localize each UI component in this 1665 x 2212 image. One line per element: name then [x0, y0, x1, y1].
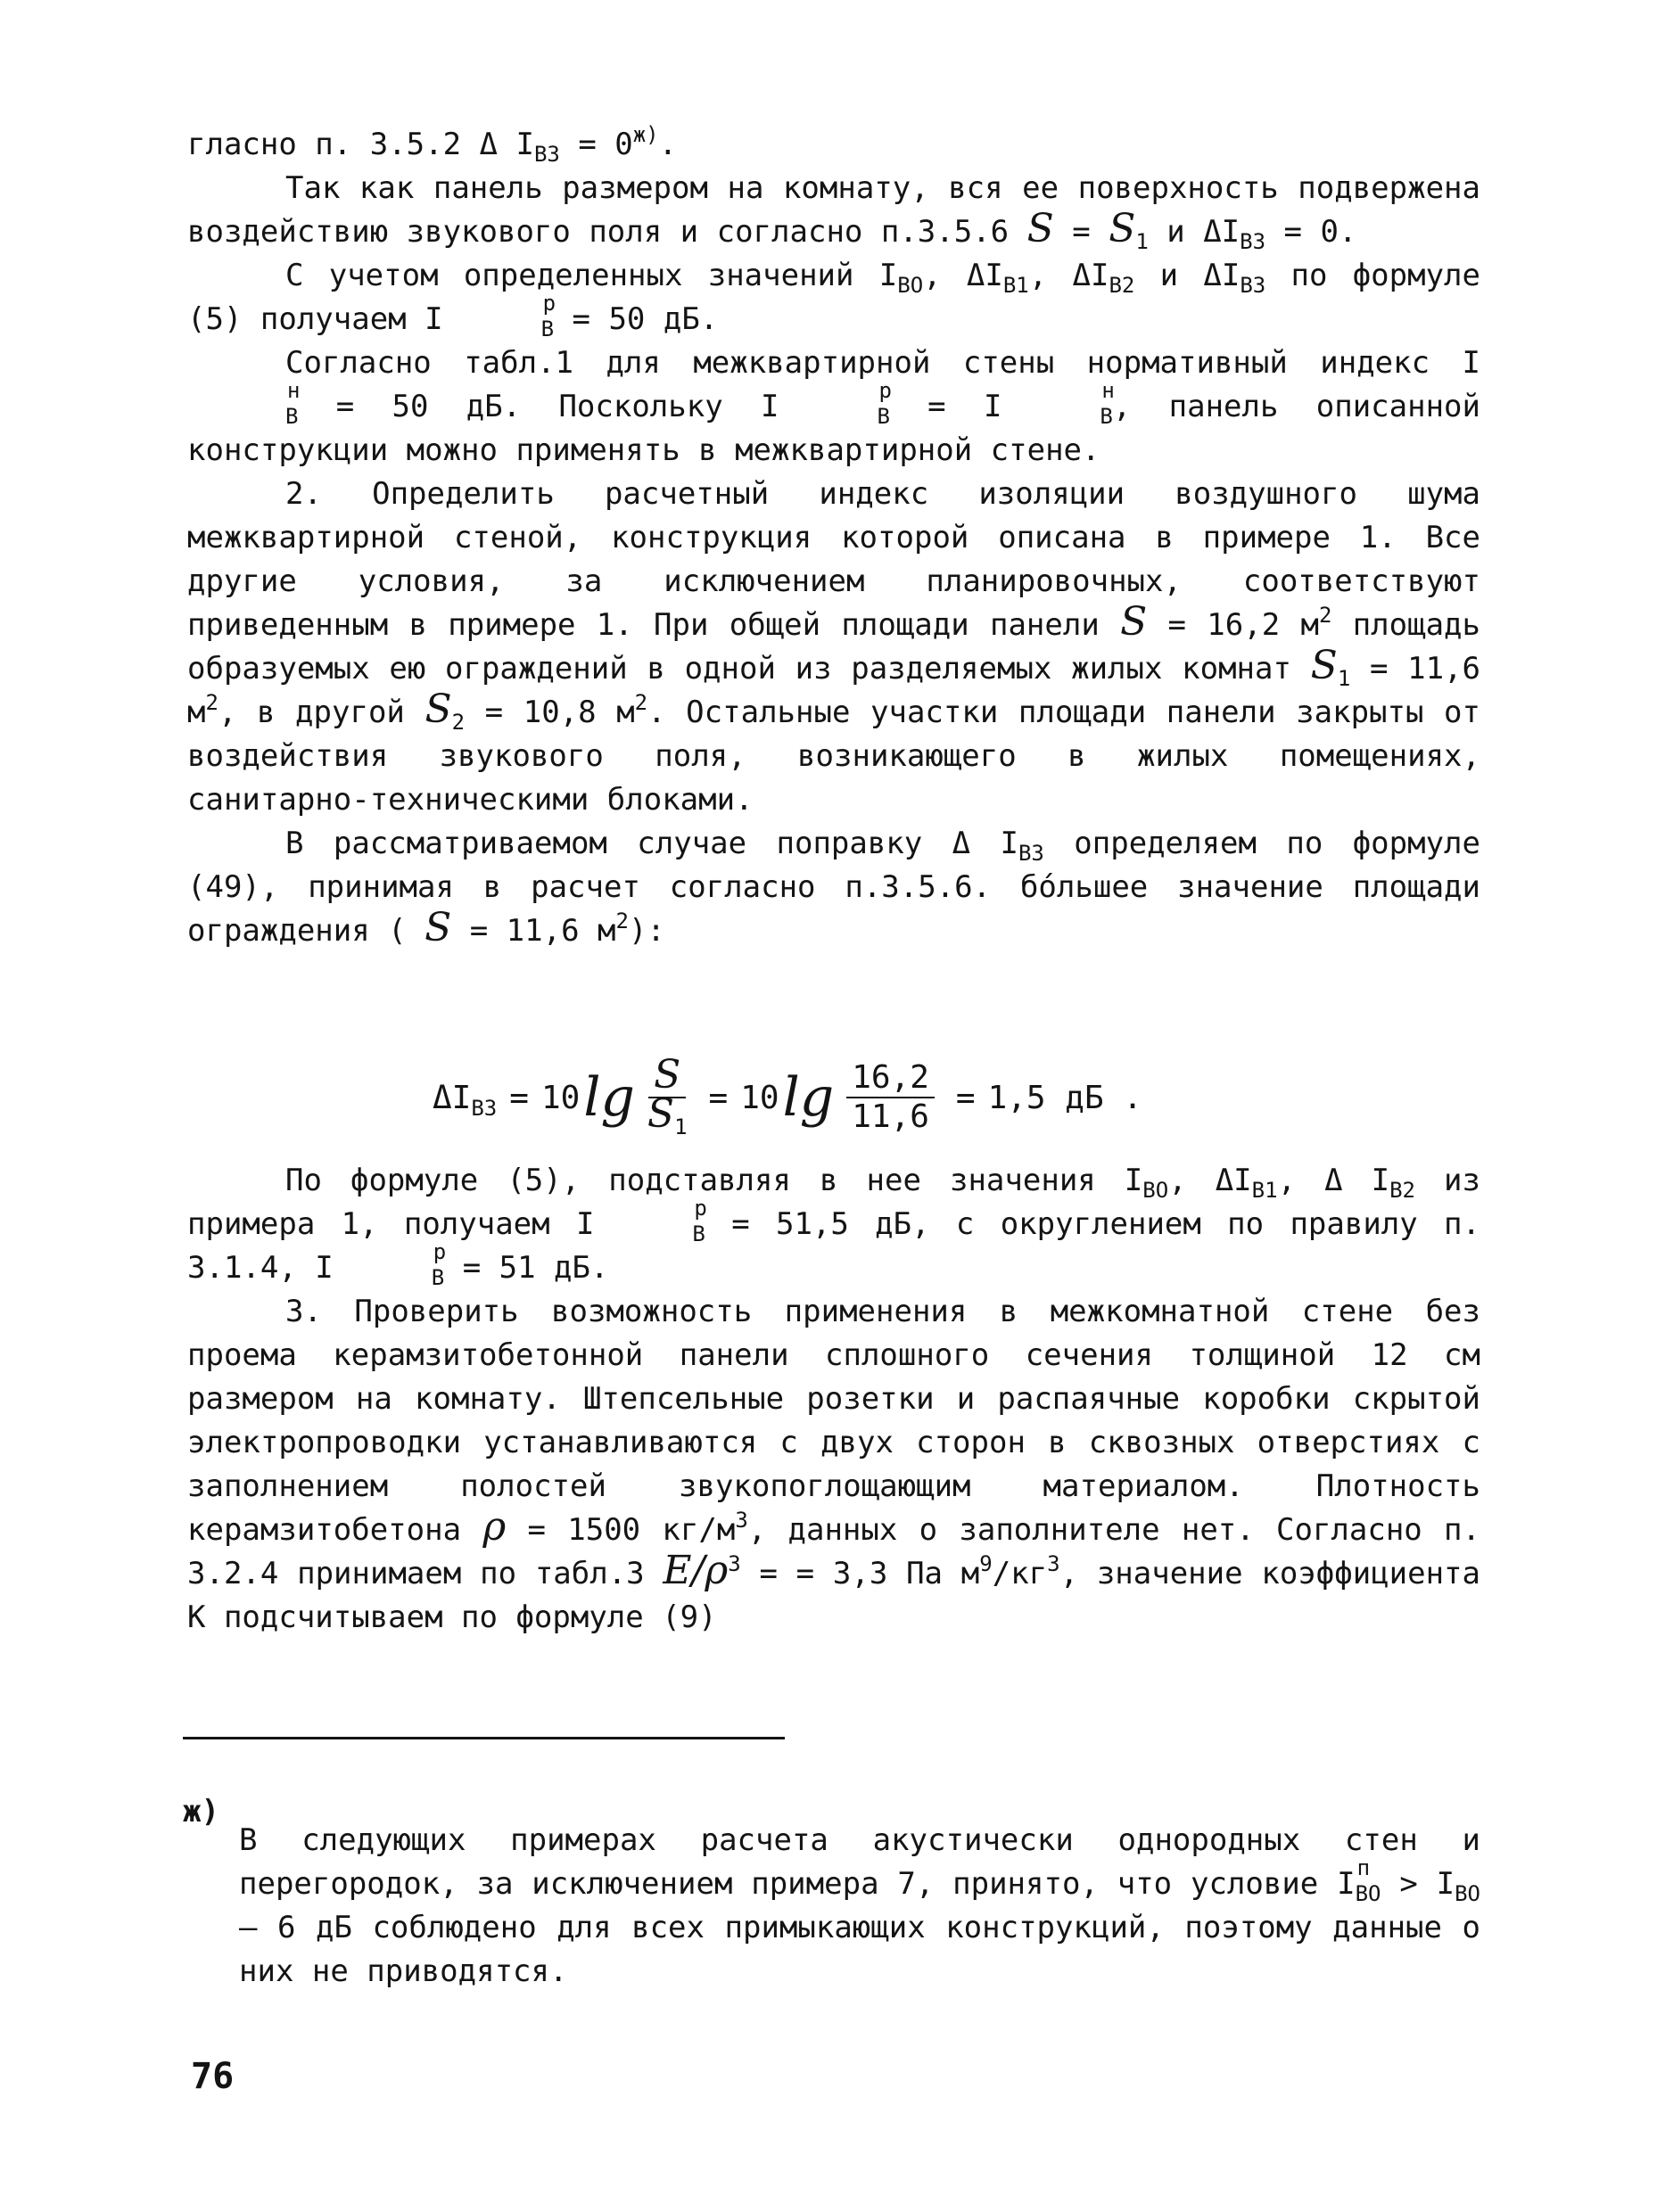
- formula-equals-3: =: [955, 1079, 976, 1116]
- formula-fraction-symbolic: $\frac{S}{S_1}$: [647, 1052, 688, 1139]
- paragraph-1: Так как панель размером на комнату, вся ее поверхность подвержена воздействию звукового поля и согласно п.3.5.6 $S = S_1$ и $\Delta I_{В3} = 0$.: [187, 170, 1480, 254]
- footnote-text: В следующих примерах расчета акустически однородных стен и перегородок, за исключением примера 7, принято, что условие I п $_{ВО} > I_{ВО} - 6$ дБ соблюдено для всех примыкающих конструкций, поэтому данные о них не приводятся.: [239, 1822, 1480, 1989]
- formula-coef-2: 10: [740, 1079, 779, 1116]
- formula-result: 1,5 дБ .: [987, 1079, 1142, 1116]
- main-text-continued: [187, 1159, 1480, 1640]
- paragraph-3: Согласно табл.1 для межквартирной стены нормативный индекс I н $_В$ = 50 дБ. Поскольку I р $_В$ = I н $_В$, панель описанной конструкции можно применять в межквартирной стене.: [187, 345, 1480, 468]
- footnote-separator: [183, 1737, 785, 1739]
- paragraph-7: 3. Проверить возможность применения в межкомнатной стене без проема керамзитобетонной панели сплошного сечения толщиной 12 см размером на комнату. Штепсельные розетки и распаячные коробки скрытой электропроводки устанавливаются с двух сторон в сквозных отверстиях с заполнением полостей звукопоглощающим материалом. Плотность керамзитобетона ρ = 1500 $кг/м^3$, данных о заполнителе нет. Согласно п. 3.2.4 принимаем по табл.3 $E/\rho^3$ = = 3,3 Па $м^9/кг^3$, значение коэффициента К подсчитываем по формуле (9): [187, 1294, 1480, 1635]
- paragraph-4: 2. Определить расчетный индекс изоляции воздушного шума межквартирной стеной, конструкция которой описана в примере 1. Все другие условия, за исключением планировочных, соответствуют приведенным в примере 1. При общей площади панели S = 16,2 $м^2$ площадь образуемых ею ограждений в одной из разделяемых жилых комнат $S_1 = 11,6$ $м^2$, в другой $S_2 = 10,8$ $м^2$. Остальные участки площади панели закрыты от воздействия звукового поля, возникающего в жилых помещениях, санитарно-техническими блоками.: [187, 476, 1480, 818]
- footnote-mark: ж): [183, 1794, 219, 1830]
- main-text: [187, 123, 1480, 953]
- formula-equals-2: =: [708, 1079, 729, 1116]
- formula-log-1: lg: [583, 1065, 635, 1129]
- formula-equals-1: =: [509, 1079, 529, 1116]
- formula-fraction-numeric: $\frac{16,2}{11,6}$: [846, 1061, 935, 1134]
- paragraph-6: По формуле (5), подставляя в нее значения $I_{ВО}$, $\Delta I_{В1}$, Δ $I_{В2}$ из примера 1, получаем I р $_В$ = 51,5 дБ, с округлением по правилу п. 3.1.4, I р $_В$ = 51 дБ.: [187, 1163, 1480, 1290]
- formula-lhs: $\Delta I_{ВЗ}$: [433, 1079, 498, 1121]
- formula-log-2: lg: [782, 1065, 835, 1129]
- paragraph-5: В рассматриваемом случае поправку Δ $I_{В3}$ определяем по формуле (49), принимая в расчет согласно п.3.5.6. бóльшее значение площади ограждения ( S = 11,6 $м^2$):: [187, 826, 1480, 950]
- line-continuation: гласно п. 3.5.2 Δ $I_{В3} = 0^{ж)}$.: [187, 122, 678, 167]
- display-formula: [433, 1016, 1324, 1139]
- paragraph-2: С учетом определенных значений $I_{ВО}$, $\Delta I_{В1}$, $\Delta I_{В2}$ и $\Delta I_{В3}$ по формуле (5) получаем I р $_В$ = 50 дБ.: [187, 258, 1480, 341]
- page-number: 76: [191, 2056, 235, 2097]
- formula-coef-1: 10: [540, 1079, 581, 1116]
